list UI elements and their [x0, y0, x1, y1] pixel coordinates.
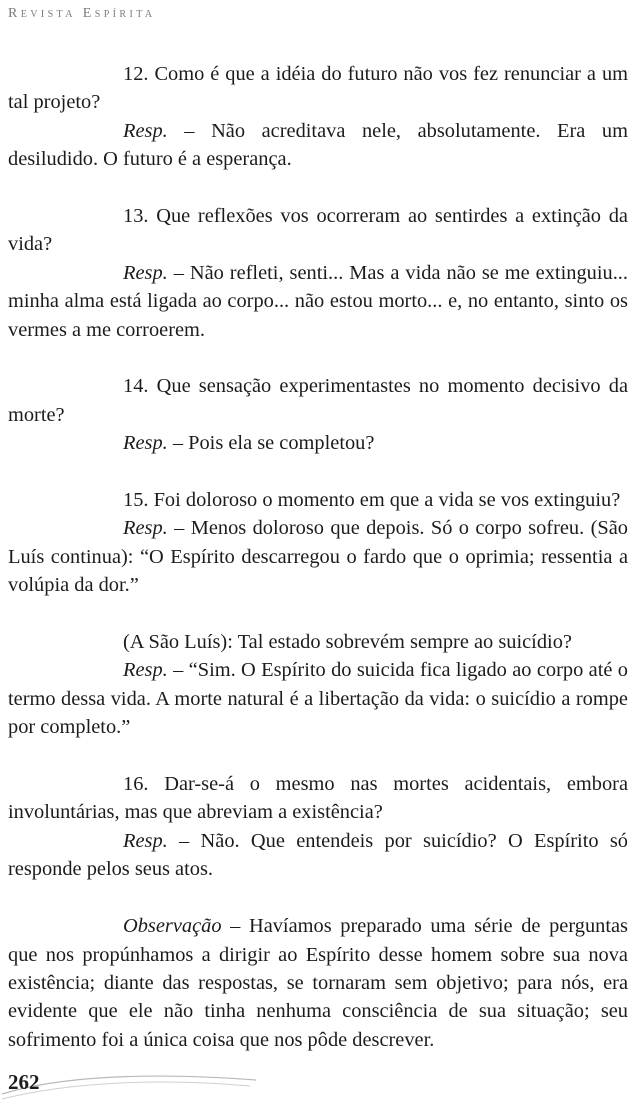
question-sao-luis [8, 628, 628, 656]
answer-text: – Não refleti, senti... Mas a vida não se me extinguiu... minha alma está ligada ao corpo... não estou morto... e, no entanto, sinto os vermes a me corroerem. [8, 261, 628, 341]
resp-label: Resp. [123, 829, 168, 852]
question-13 [8, 202, 628, 259]
answer-12 [8, 117, 628, 174]
question-text: (A São Luís): Tal estado sobrevém sempre ao suicídio? [123, 631, 572, 654]
resp-label: Resp. [123, 517, 168, 540]
answer-14 [8, 429, 628, 457]
page-body [8, 60, 628, 1054]
answer-text: – Pois ela se completou? [167, 432, 375, 455]
resp-label: Resp. [123, 432, 168, 455]
question-text: 16. Dar-se-á o mesmo nas mortes acidentais, embora involuntárias, mas que abreviam a existência? [8, 773, 628, 824]
answer-15 [8, 514, 628, 599]
observation-text: – Havíamos preparado uma série de perguntas que nos propúnhamos a dirigir ao Espírito desse homem sobre sua nova existência; diante das respostas, se tornaram sem objetivo; para nós, era evidente que ele não tinha nenhuma consciência de sua situação; seu sofrimento foi a única coisa que nos pôde descrever. [8, 915, 628, 1051]
resp-label: Resp. [123, 119, 168, 142]
answer-text: – Não. Que entendeis por suicídio? O Espírito só responde pelos seus atos. [8, 829, 628, 881]
answer-13 [8, 259, 628, 344]
question-text: 15. Foi doloroso o momento em que a vida se vos extinguiu? [123, 489, 621, 512]
question-text: 12. Como é que a idéia do futuro não vos fez renunciar a um tal projeto? [8, 63, 628, 114]
answer-text: – Não acreditava nele, absolutamente. Era um desiludido. O futuro é a esperança. [8, 119, 628, 171]
page-number: 262 [8, 1070, 40, 1094]
question-text: 14. Que sensação experimentastes no momento decisivo da morte? [8, 375, 628, 426]
answer-text: – “Sim. O Espírito do suicida fica ligado ao corpo até o termo dessa vida. A morte natural é a libertação da vida: o suicídio a rompe por completo.” [8, 659, 628, 739]
answer-text: – Menos doloroso que depois. Só o corpo sofreu. (São Luís continua): “O Espírito descarregou o fardo que o oprimia; ressentia a volúpia da dor.” [8, 517, 628, 597]
question-16 [8, 770, 628, 827]
resp-label: Resp. [123, 659, 168, 682]
question-12 [8, 60, 628, 117]
observation-paragraph [8, 912, 628, 1054]
answer-16 [8, 827, 628, 884]
resp-label: Resp. [123, 261, 168, 284]
question-14 [8, 372, 628, 429]
running-head: Revista Espírita [8, 6, 156, 21]
question-15 [8, 486, 628, 514]
question-text: 13. Que reflexões vos ocorreram ao sentirdes a extinção da vida? [8, 205, 628, 256]
observation-label: Observação [123, 915, 222, 938]
answer-sao-luis [8, 656, 628, 741]
